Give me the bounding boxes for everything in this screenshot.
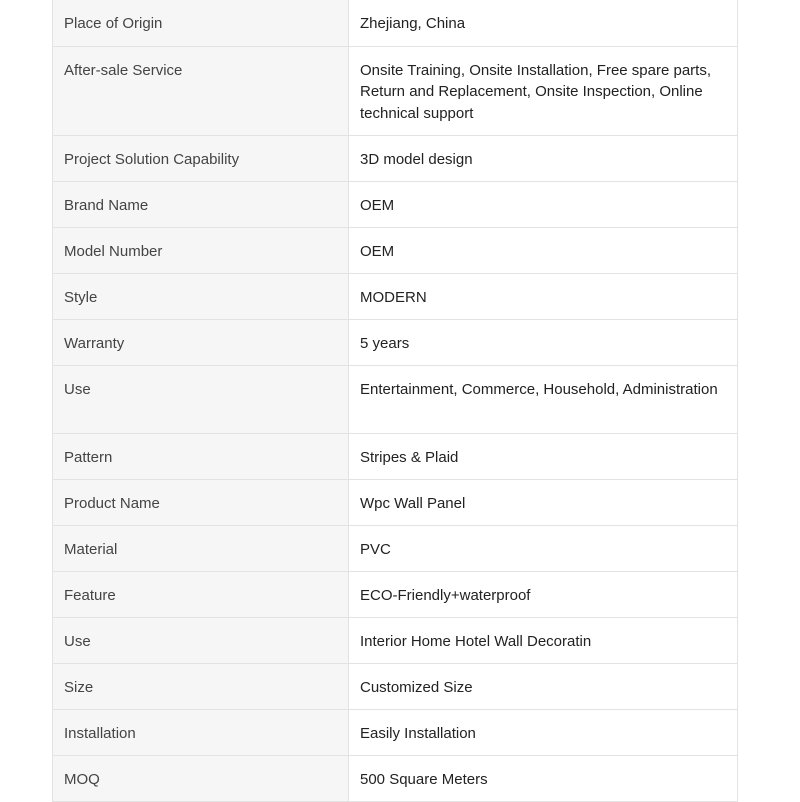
spec-value-brand-name: OEM <box>349 181 738 227</box>
table-row <box>53 135 738 181</box>
spec-label-installation: Installation <box>53 709 349 755</box>
spec-value-project-solution-capability: 3D model design <box>349 135 738 181</box>
spec-value-use: Entertainment, Commerce, Household, Administration <box>349 365 738 433</box>
table-row <box>53 433 738 479</box>
table-row <box>53 227 738 273</box>
spec-value-feature: ECO-Friendly+waterproof <box>349 571 738 617</box>
spec-label-model-number: Model Number <box>53 227 349 273</box>
spec-value-style: MODERN <box>349 273 738 319</box>
spec-value-model-number: OEM <box>349 227 738 273</box>
spec-label-moq: MOQ <box>53 755 349 801</box>
table-row <box>53 709 738 755</box>
table-row <box>53 365 738 433</box>
spec-label-style: Style <box>53 273 349 319</box>
spec-label-place-of-origin: Place of Origin <box>53 0 349 46</box>
spec-value-place-of-origin: Zhejiang, China <box>349 0 738 46</box>
spec-label-brand-name: Brand Name <box>53 181 349 227</box>
product-specs-table <box>52 0 738 802</box>
table-row <box>53 273 738 319</box>
spec-label-size: Size <box>53 663 349 709</box>
spec-value-pattern: Stripes & Plaid <box>349 433 738 479</box>
spec-value-warranty: 5 years <box>349 319 738 365</box>
spec-label-project-solution-capability: Project Solution Capability <box>53 135 349 181</box>
spec-label-use: Use <box>53 365 349 433</box>
spec-label-material: Material <box>53 525 349 571</box>
table-row <box>53 479 738 525</box>
spec-value-use-2: Interior Home Hotel Wall Decoratin <box>349 617 738 663</box>
spec-label-product-name: Product Name <box>53 479 349 525</box>
spec-value-after-sale-service: Onsite Training, Onsite Installation, Free spare parts, Return and Replacement, Onsite Inspection, Online technical support <box>349 46 738 135</box>
table-row <box>53 46 738 135</box>
table-row <box>53 319 738 365</box>
table-row <box>53 571 738 617</box>
spec-label-warranty: Warranty <box>53 319 349 365</box>
spec-value-size: Customized Size <box>349 663 738 709</box>
table-row <box>53 525 738 571</box>
spec-value-product-name: Wpc Wall Panel <box>349 479 738 525</box>
spec-label-after-sale-service: After-sale Service <box>53 46 349 135</box>
spec-value-installation: Easily Installation <box>349 709 738 755</box>
table-row <box>53 0 738 46</box>
spec-label-pattern: Pattern <box>53 433 349 479</box>
spec-value-material: PVC <box>349 525 738 571</box>
table-row <box>53 755 738 801</box>
table-row <box>53 663 738 709</box>
spec-label-use-2: Use <box>53 617 349 663</box>
spec-label-feature: Feature <box>53 571 349 617</box>
table-row <box>53 181 738 227</box>
spec-value-moq: 500 Square Meters <box>349 755 738 801</box>
table-row <box>53 617 738 663</box>
